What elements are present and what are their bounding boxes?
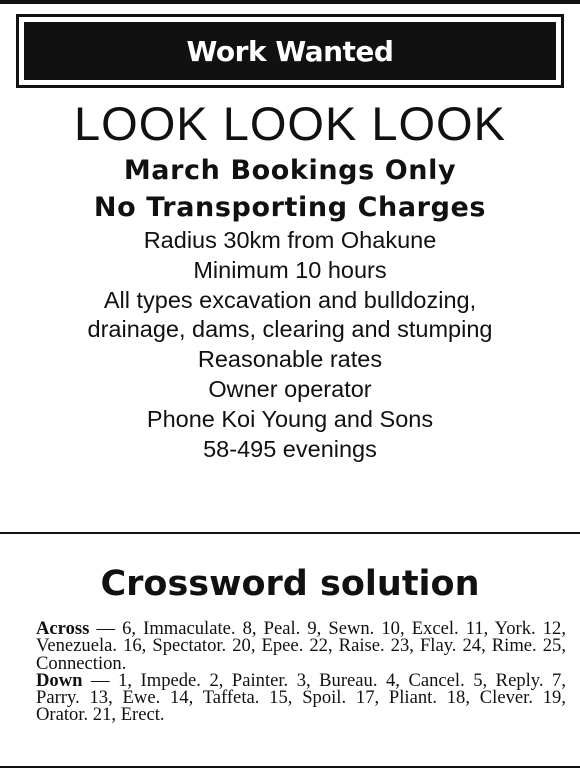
top-rule [0, 0, 580, 4]
banner-title: Work Wanted [24, 22, 556, 80]
ad-line-services-cont: drainage, dams, clearing and stumping [87, 316, 493, 343]
ad-line-rates: Reasonable rates [197, 346, 383, 373]
ad-headline: LOOK LOOK LOOK [74, 97, 506, 150]
ad-subhead-bookings: March Bookings Only [123, 155, 457, 186]
work-wanted-banner [16, 14, 564, 88]
ad-subhead-charges: No Transporting Charges [93, 192, 487, 223]
ad-line-operator: Owner operator [208, 375, 372, 402]
across-answers: — 6, Immaculate. 8, Peal. 9, Sewn. 10, Excel. 11, York. 12, Venezuela. 16, Spectator. 20, Epee. 22, Raise. 23, Flay. 24, Rime. 25, Connection. [36, 618, 566, 674]
advertisement [0, 96, 580, 464]
ad-line-radius: Radius 30km from Ohakune [143, 227, 437, 253]
across-label: Across [36, 618, 90, 639]
crossword-answers [36, 620, 566, 724]
crossword-title: Crossword solution [100, 564, 480, 604]
bottom-rule [0, 766, 580, 768]
ad-line-phone-number: 58-495 evenings [203, 435, 377, 462]
section-divider [0, 532, 580, 534]
down-label: Down [36, 669, 83, 691]
ad-line-services: All types excavation and bulldozing, [103, 286, 477, 313]
ad-line-minimum: Minimum 10 hours [193, 256, 387, 283]
down-answers: — 1, Impede. 2, Painter. 3, Bureau. 4, Cancel. 5, Reply. 7, Parry. 13, Ewe. 14, Taffeta. 15, Spoil. 17, Pliant. 18, Clever. 19, Orator. 21, Erect. [36, 669, 566, 726]
ad-line-phone-name: Phone Koi Young and Sons [146, 405, 434, 432]
